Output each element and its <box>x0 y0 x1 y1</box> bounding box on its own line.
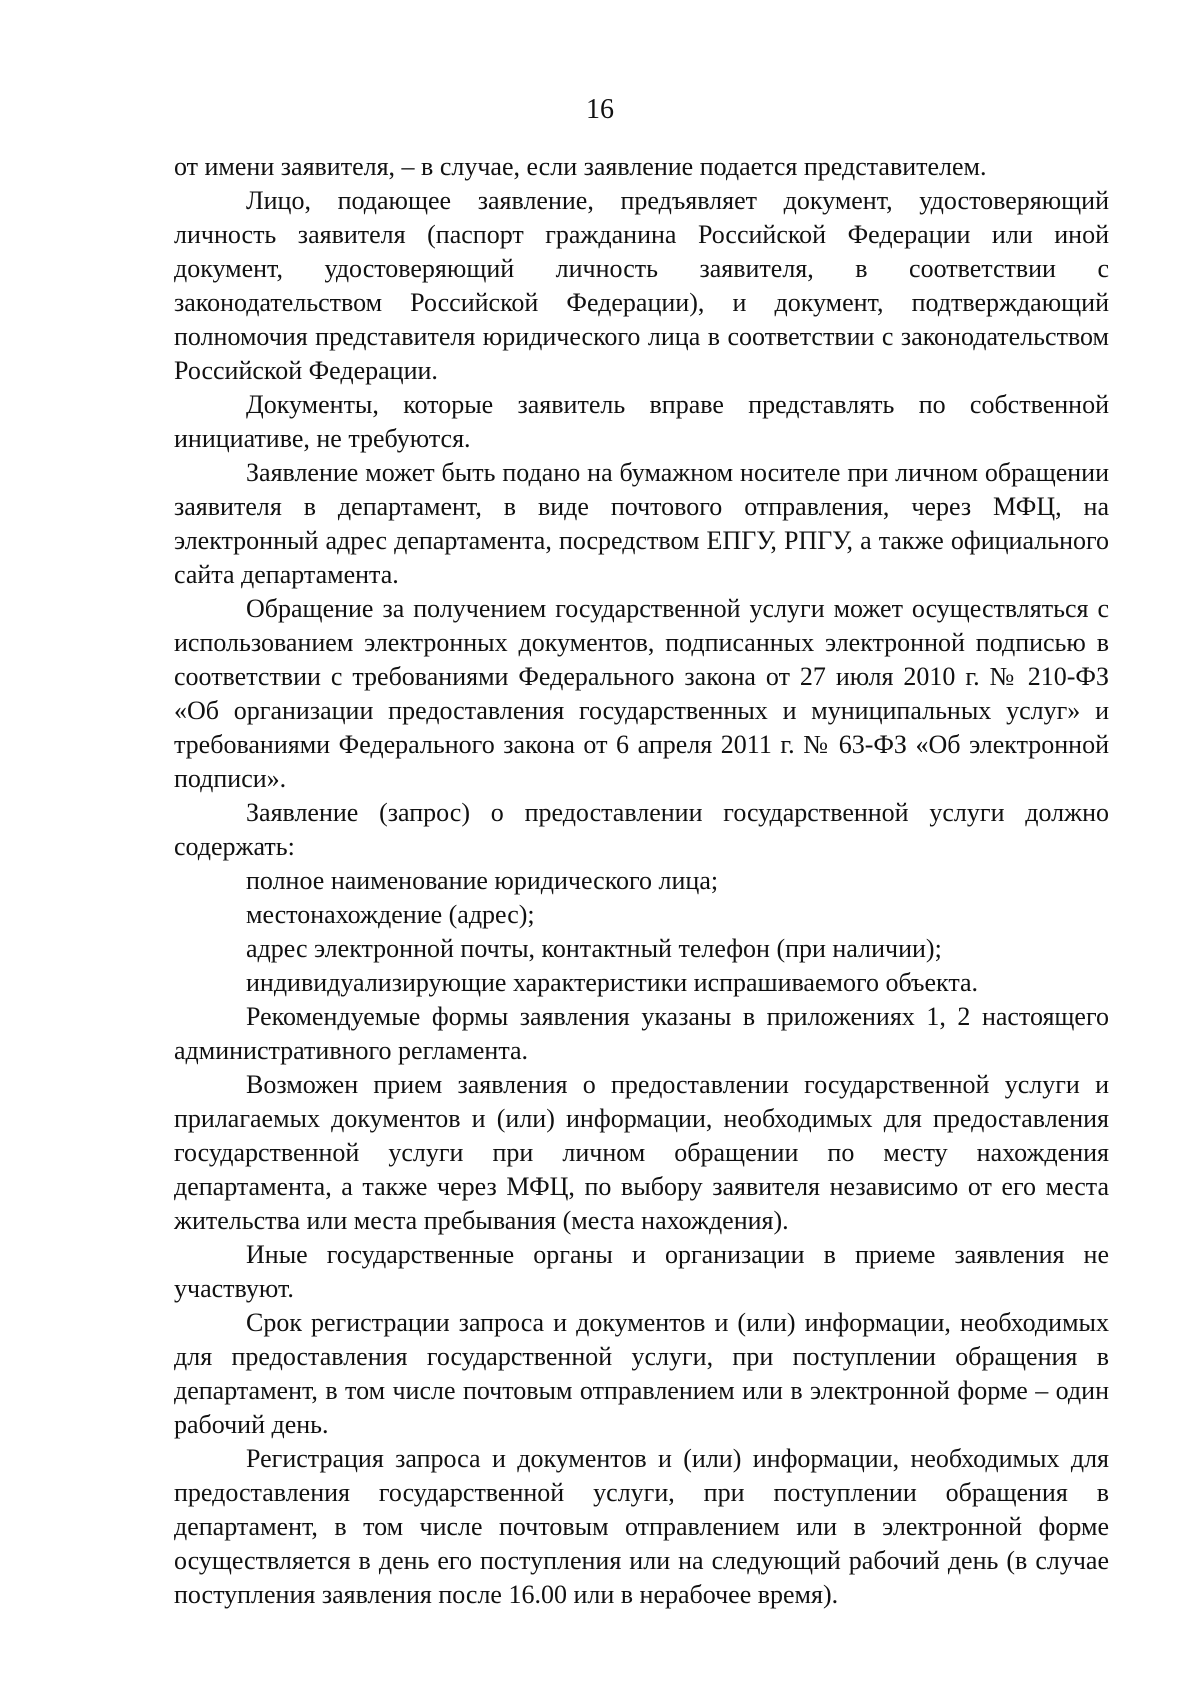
paragraph-registration-day: Регистрация запроса и документов и (или) информации, необходимых для предоставления государственной услуги, при поступлении обращения в департамент, в том числе почтовым отправлением или в электронной форме осуществляется в день его поступления или на следующий рабочий день (в случае поступления заявления после 16.00 или в нерабочее время). <box>174 1444 1109 1609</box>
page-number: 16 <box>586 94 614 125</box>
paragraph-acceptance-place: Возможен прием заявления о предоставлении государственной услуги и прилагаемых документов и (или) информации, необходимых для предоставления государственной услуги при личном обращении по месту нахождения департамента, а также через МФЦ, по выбору заявителя независимо от его места жительства или места пребывания (места нахождения). <box>174 1070 1109 1235</box>
paragraph-submission-methods: Заявление может быть подано на бумажном носителе при личном обращении заявителя в департамент, в виде почтового отправления, через МФЦ, на электронный адрес департамента, посредством ЕПГУ, РПГУ, а также официального сайта департамента. <box>174 458 1109 589</box>
list-item-contacts: адрес электронной почты, контактный телефон (при наличии); <box>246 934 942 963</box>
paragraph-own-initiative-documents: Документы, которые заявитель вправе представлять по собственной инициативе, не требуются. <box>174 390 1109 453</box>
list-item-object-characteristics: индивидуализирующие характеристики испрашиваемого объекта. <box>246 968 979 997</box>
list-item-address: местонахождение (адрес); <box>246 900 535 929</box>
paragraph-other-bodies: Иные государственные органы и организации в приеме заявления не участвуют. <box>174 1240 1109 1303</box>
paragraph-application-contents: Заявление (запрос) о предоставлении государственной услуги должно содержать: <box>174 798 1109 861</box>
document-body <box>174 150 1109 1612</box>
paragraph-registration-term: Срок регистрации запроса и документов и (или) информации, необходимых для предоставления государственной услуги, при поступлении обращения в департамент, в том числе почтовым отправлением или в электронной форме – один рабочий день. <box>174 1308 1109 1439</box>
paragraph-identity-documents: Лицо, подающее заявление, предъявляет документ, удостоверяющий личность заявителя (паспорт гражданина Российской Федерации или иной документ, удостоверяющий личность заявителя, в соответствии с законодательством Российской Федерации), и документ, подтверждающий полномочия представителя юридического лица в соответствии с законодательством Российской Федерации. <box>174 186 1109 385</box>
paragraph-continuation: от имени заявителя, – в случае, если заявление подается представителем. <box>174 152 987 181</box>
paragraph-electronic-documents: Обращение за получением государственной услуги может осуществляться с использованием электронных документов, подписанных электронной подписью в соответствии с требованиями Федерального закона от 27 июля 2010 г. № 210-ФЗ «Об организации предоставления государственных и муниципальных услуг» и требованиями Федерального закона от 6 апреля 2011 г. № 63-ФЗ «Об электронной подписи». <box>174 594 1109 793</box>
paragraph-recommended-forms: Рекомендуемые формы заявления указаны в приложениях 1, 2 настоящего административного регламента. <box>174 1002 1109 1065</box>
list-item-legal-name: полное наименование юридического лица; <box>246 866 719 895</box>
